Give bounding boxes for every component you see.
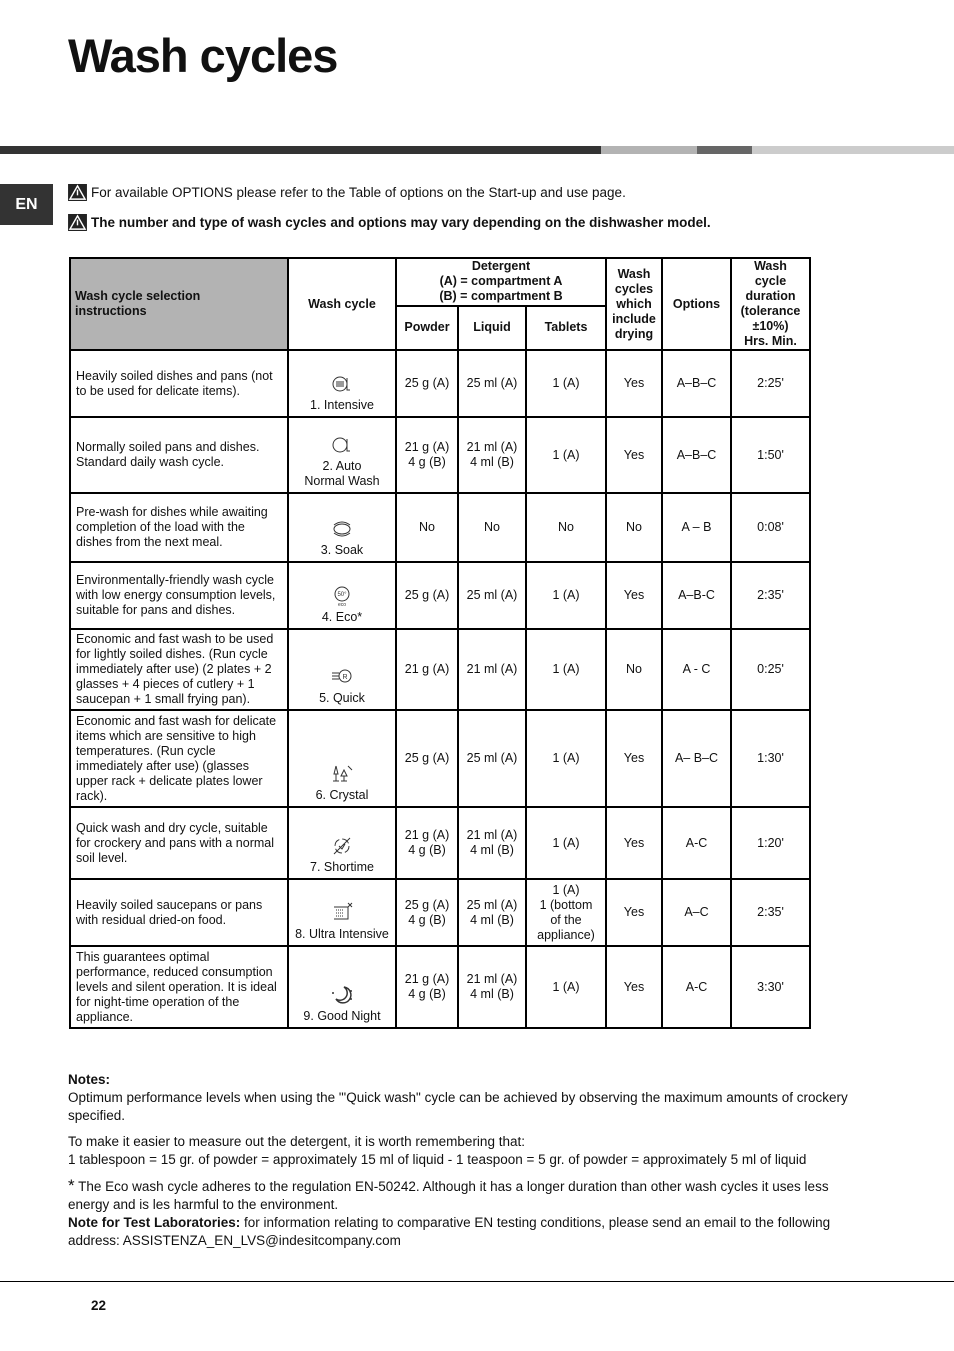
header-options: Options [662,258,731,350]
options-value: A–B–C [662,417,731,493]
tablets-amount: 1 (A) [526,562,606,629]
table-row [70,710,810,807]
header-tablets: Tablets [526,306,606,350]
eco-asterisk: * [68,1176,75,1195]
cycle-name: 5. Quick [319,691,365,705]
liquid-amount: 25 ml (A) [458,350,526,417]
powder-amount: 21 g (A) 4 g (B) [396,417,458,493]
tablets-amount: 1 (A) 1 (bottom of the appliance) [526,879,606,946]
cycle-description: Economic and fast wash to be used for lightly soiled dishes. (Run cycle immediately after use) (2 plates + 2 glasses + 4 pieces of cutlery + 1 saucepan + 1 small frying pan). [70,629,288,710]
page-number: 22 [91,1298,107,1313]
drying-value: Yes [606,946,662,1028]
shortime-icon [328,832,356,858]
liquid-amount: 25 ml (A) 4 ml (B) [458,879,526,946]
auto-icon [328,431,356,457]
table-row [70,350,810,417]
cycle-description: Economic and fast wash for delicate items which are sensitive to high temperatures. (Run cycle immediately after use) (glasses upper rack + delicate plates lower rack). [70,710,288,807]
note-eco: The Eco wash cycle adheres to the regulation EN-50242. Although it has a longer duration than other wash cycles it uses less energy and is les harmful to the environment. [68,1179,829,1212]
cycle-name: 9. Good Night [303,1009,381,1023]
header-instructions: Wash cycle selection instructions [70,258,288,350]
cycle-name: 8. Ultra Intensive [295,927,389,941]
wash-cycles-table [69,257,811,1029]
drying-value: Yes [606,350,662,417]
intensive-icon [328,370,356,396]
drying-value: No [606,493,662,562]
options-value: A– B–C [662,710,731,807]
powder-amount: 21 g (A) 4 g (B) [396,807,458,879]
model-warning [68,214,711,231]
drying-value: Yes [606,710,662,807]
liquid-amount: No [458,493,526,562]
options-warning [68,184,626,201]
cycle-description: This guarantees optimal performance, reduced consumption levels and silent operation. It is ideal for night-time operation of the appliance. [70,946,288,1028]
soak-icon [328,515,356,541]
header-duration: Wash cycle duration (tolerance ±10%) Hrs. Min. [731,258,810,350]
table-row [70,879,810,946]
duration-value: 1:50' [731,417,810,493]
duration-value: 0:08' [731,493,810,562]
note-lab-label: Note for Test Laboratories: [68,1215,241,1230]
table-row [70,629,810,710]
table-row [70,562,810,629]
tablets-amount: 1 (A) [526,710,606,807]
cycle-description: Normally soiled pans and dishes. Standard daily wash cycle. [70,417,288,493]
header-powder: Powder [396,306,458,350]
cycle-name: 6. Crystal [315,788,369,802]
options-value: A–B–C [662,350,731,417]
footer-divider [0,1281,954,1282]
page-title: Wash cycles [68,29,338,82]
tablets-amount: No [526,493,606,562]
note-measure-intro: To make it easier to measure out the detergent, it is worth remembering that: [68,1134,525,1149]
header-bar-dark [0,146,601,154]
cycle-description: Pre-wash for dishes while awaiting completion of the load with the dishes from the next meal. [70,493,288,562]
tablets-amount: 1 (A) [526,807,606,879]
good-night-icon [328,981,356,1007]
cycle-name: 2. Auto Normal Wash [304,459,380,488]
header-drying: Wash cycles which include drying [606,258,662,350]
table-row [70,946,810,1028]
powder-amount: 25 g (A) [396,562,458,629]
options-value: A-C [662,946,731,1028]
cycle-name: 4. Eco* [321,610,363,624]
powder-amount: 25 g (A) [396,350,458,417]
note-lab-text: for information relating to comparative EN testing conditions, please send an email to the following address: ASSISTENZA_EN_LVS@indesitcompany.com [68,1215,831,1248]
notes-section [68,1071,868,1250]
cycle-description: Heavily soiled dishes and pans (not to be used for delicate items). [70,350,288,417]
cycle-name: 7. Shortime [310,860,374,874]
drying-value: Yes [606,562,662,629]
cycle-description: Heavily soiled saucepans or pans with residual dried-on food. [70,879,288,946]
duration-value: 2:35' [731,562,810,629]
tablets-amount: 1 (A) [526,629,606,710]
options-value: A - C [662,629,731,710]
duration-value: 2:35' [731,879,810,946]
duration-value: 0:25' [731,629,810,710]
drying-value: Yes [606,417,662,493]
liquid-amount: 21 ml (A) 4 ml (B) [458,807,526,879]
liquid-amount: 21 ml (A) 4 ml (B) [458,417,526,493]
header-liquid: Liquid [458,306,526,350]
tablets-amount: 1 (A) [526,350,606,417]
note-measure-values: 1 tablespoon = 15 gr. of powder = approximately 15 ml of liquid - 1 teaspoon = 5 gr. of powder = approximately 5 ml of liquid [68,1152,807,1167]
svg-text:R: R [342,674,348,681]
tablets-amount: 1 (A) [526,417,606,493]
svg-text:50°: 50° [337,592,347,598]
table-row [70,417,810,493]
liquid-amount: 21 ml (A) [458,629,526,710]
warning-text: For available OPTIONS please refer to the Table of options on the Start-up and use page. [91,185,626,200]
ultra-intensive-icon [328,899,356,925]
powder-amount: 21 g (A) 4 g (B) [396,946,458,1028]
drying-value: Yes [606,879,662,946]
tablets-amount: 1 (A) [526,946,606,1028]
header-wash-cycle: Wash cycle [288,258,396,350]
cycle-name: 3. Soak [320,543,364,557]
duration-value: 3:30' [731,946,810,1028]
warning-icon [68,184,87,201]
note-quick-wash: Optimum performance levels when using the "'Quick wash" cycle can be achieved by observing the maximum amounts of crockery specified. [68,1090,848,1123]
powder-amount: 25 g (A) 4 g (B) [396,879,458,946]
quick-icon [328,663,356,689]
crystal-icon [328,760,356,786]
powder-amount: 25 g (A) [396,710,458,807]
warning-text: The number and type of wash cycles and options may vary depending on the dishwasher model. [91,215,711,230]
drying-value: Yes [606,807,662,879]
duration-value: 1:30' [731,710,810,807]
table-row [70,807,810,879]
options-value: A – B [662,493,731,562]
drying-value: No [606,629,662,710]
cycle-description: Quick wash and dry cycle, suitable for crockery and pans with a normal soil level. [70,807,288,879]
cycle-description: Environmentally-friendly wash cycle with low energy consumption levels, suitable for pans and dishes. [70,562,288,629]
liquid-amount: 21 ml (A) 4 ml (B) [458,946,526,1028]
language-tab: EN [0,184,53,225]
header-bar-light [601,146,697,154]
duration-value: 1:20' [731,807,810,879]
warning-icon [68,214,87,231]
eco-icon [328,582,356,608]
header-detergent: Detergent (A) = compartment A (B) = compartment B [396,258,606,306]
options-value: A–C [662,879,731,946]
duration-value: 2:25' [731,350,810,417]
header-bar-mid [697,146,752,154]
liquid-amount: 25 ml (A) [458,710,526,807]
options-value: A-C [662,807,731,879]
table-row [70,493,810,562]
header-bar-pale [752,146,954,154]
liquid-amount: 25 ml (A) [458,562,526,629]
svg-text:eco: eco [337,602,347,608]
options-value: A–B-C [662,562,731,629]
powder-amount: 21 g (A) [396,629,458,710]
powder-amount: No [396,493,458,562]
cycle-name: 1. Intensive [310,398,374,412]
notes-heading: Notes: [68,1072,111,1087]
